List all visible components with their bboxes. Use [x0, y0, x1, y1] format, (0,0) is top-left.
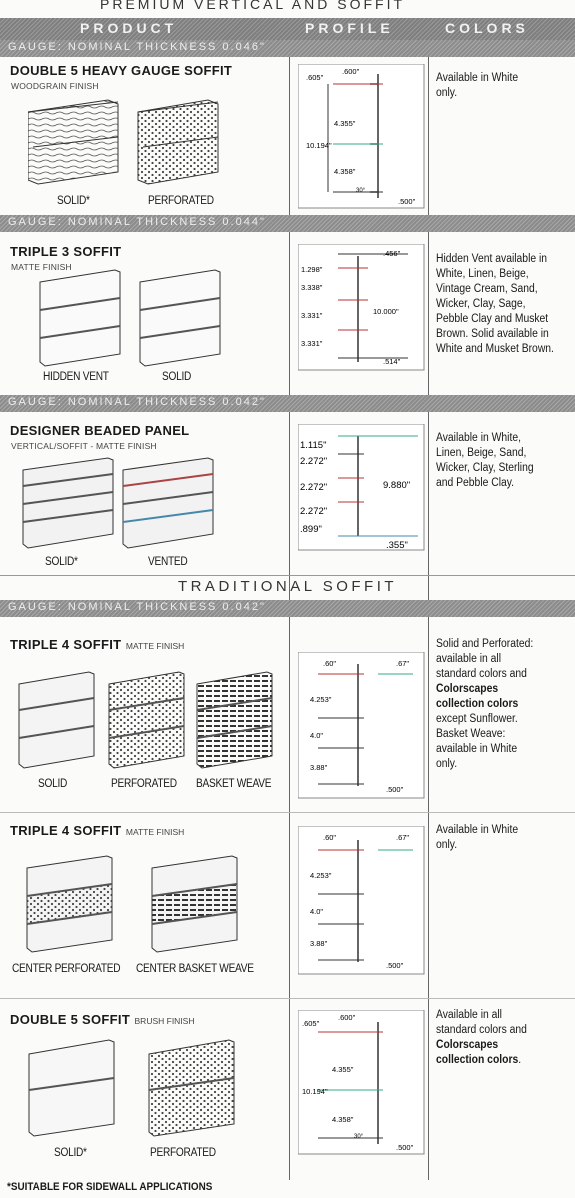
product-illustration [28, 92, 268, 190]
basket-weave-panel-illustration [197, 672, 272, 768]
svg-text:3.331": 3.331" [301, 339, 323, 348]
product-illustration [24, 1030, 256, 1140]
product-caption: HIDDEN VENT [43, 371, 109, 383]
svg-text:2.272": 2.272" [300, 482, 328, 493]
svg-text:.500": .500" [386, 785, 404, 794]
svg-text:4.253": 4.253" [310, 695, 332, 704]
product-name: TRIPLE 4 SOFFIT [10, 823, 122, 838]
svg-text:.67": .67" [396, 833, 410, 842]
product-illustration [14, 664, 282, 774]
svg-text:.355": .355" [386, 540, 408, 551]
product-caption: SOLID* [45, 556, 78, 568]
svg-text:.899": .899" [300, 524, 322, 535]
svg-text:1.115": 1.115" [300, 440, 327, 451]
svg-text:4.0": 4.0" [310, 731, 324, 740]
product-finish: MATTE FINISH [125, 827, 185, 837]
center-basket-weave-panel-illustration [152, 856, 237, 952]
perforated-panel-illustration [138, 100, 218, 184]
product-heading [10, 1011, 195, 1029]
svg-text:4.358": 4.358" [332, 1115, 354, 1124]
product-finish: VERTICAL/SOFFIT - MATTE FINISH [11, 441, 157, 451]
row-divider [0, 998, 575, 999]
product-caption: CENTER PERFORATED [12, 963, 121, 975]
perforated-panel-illustration [149, 1040, 234, 1136]
column-header-colors: COLORS [445, 20, 529, 36]
svg-text:.514": .514" [383, 357, 401, 366]
product-colors: Available in White, Linen, Beige, Sand, Wicker, Clay, Sterling and Pebble Clay. [436, 432, 534, 489]
gauge-bar: GAUGE: NOMINAL THICKNESS 0.042" [0, 600, 575, 617]
svg-text:4.0": 4.0" [310, 907, 324, 916]
svg-text:.500": .500" [396, 1143, 414, 1152]
solid-panel-illustration [29, 1040, 114, 1136]
profile-diagram [298, 424, 426, 552]
footnote: *SUITABLE FOR SIDEWALL APPLICATIONS [7, 1181, 213, 1193]
gauge-bar: GAUGE: NOMINAL THICKNESS 0.044" [0, 215, 575, 232]
svg-text:.500": .500" [386, 961, 404, 970]
product-colors: Solid and Perforated: available in all standard colors and Colorscapes collection colors except Sunflower. Basket Weave: available in White only. [436, 638, 534, 770]
top-title: PREMIUM VERTICAL AND SOFFIT [100, 0, 406, 12]
solid-panel-illustration [140, 270, 220, 366]
column-header-product: PRODUCT [80, 20, 178, 36]
svg-text:.60": .60" [323, 659, 337, 668]
product-caption: SOLID* [54, 1147, 87, 1159]
svg-text:.605": .605" [306, 73, 324, 82]
profile-diagram [298, 244, 426, 372]
product-illustration [22, 848, 262, 958]
product-heading [10, 636, 184, 654]
svg-text:3.88": 3.88" [310, 763, 328, 772]
svg-text:1.298": 1.298" [301, 265, 323, 274]
product-name: DESIGNER BEADED PANEL [10, 423, 190, 438]
product-heading [10, 822, 184, 840]
column-header-bar [0, 18, 575, 40]
svg-text:9.880": 9.880" [383, 480, 411, 491]
svg-text:.500": .500" [398, 197, 416, 206]
svg-text:2.272": 2.272" [300, 456, 328, 467]
vented-panel-illustration [123, 458, 213, 548]
product-caption: SOLID* [57, 195, 90, 207]
product-colors: Available in White only. [436, 824, 519, 851]
svg-text:10.194": 10.194" [306, 141, 332, 150]
product-colors: Available in all standard colors and Colorscapes collection colors. [436, 1009, 527, 1066]
svg-text:3.338": 3.338" [301, 283, 323, 292]
center-perforated-panel-illustration [27, 856, 112, 952]
row-divider [0, 575, 575, 576]
product-illustration [35, 262, 225, 370]
product-illustration [18, 452, 218, 552]
svg-text:10.000": 10.000" [373, 307, 399, 316]
product-finish: MATTE FINISH [125, 641, 185, 651]
perforated-panel-illustration [109, 672, 184, 768]
svg-text:30°: 30° [354, 1134, 364, 1140]
product-caption: SOLID [38, 778, 68, 790]
product-caption: PERFORATED [148, 195, 214, 207]
product-finish: MATTE FINISH [11, 262, 72, 272]
solid-panel-illustration [28, 100, 118, 184]
svg-text:.456": .456" [383, 249, 401, 258]
svg-text:4.355": 4.355" [332, 1065, 354, 1074]
svg-text:3.88": 3.88" [310, 939, 328, 948]
product-name: TRIPLE 3 SOFFIT [10, 244, 122, 259]
product-caption: SOLID [162, 371, 192, 383]
svg-text:4.253": 4.253" [310, 871, 332, 880]
product-caption: PERFORATED [150, 1147, 216, 1159]
svg-text:2.272": 2.272" [300, 506, 328, 517]
product-colors: Hidden Vent available in White, Linen, Beige, Vintage Cream, Sand, Wicker, Clay, Sage, Pebble Clay and Musket Brown. Solid available in White and Musket Brown. [436, 253, 554, 355]
product-name: DOUBLE 5 SOFFIT [10, 1012, 131, 1027]
product-caption: PERFORATED [111, 778, 177, 790]
product-name: TRIPLE 4 SOFFIT [10, 637, 122, 652]
hidden-vent-panel-illustration [40, 270, 120, 366]
column-header-profile: PROFILE [305, 20, 394, 36]
product-caption: BASKET WEAVE [196, 778, 272, 790]
product-finish: WOODGRAIN FINISH [11, 81, 99, 91]
profile-diagram [298, 652, 426, 800]
gauge-bar: GAUGE: NOMINAL THICKNESS 0.046" [0, 40, 575, 57]
svg-text:.60": .60" [323, 833, 337, 842]
product-caption: VENTED [148, 556, 188, 568]
section-title: TRADITIONAL SOFFIT [177, 578, 398, 595]
svg-text:30°: 30° [356, 188, 366, 194]
svg-text:10.194": 10.194" [302, 1087, 328, 1096]
profile-diagram [298, 1010, 426, 1156]
svg-text:.605": .605" [302, 1019, 320, 1028]
product-name: DOUBLE 5 HEAVY GAUGE SOFFIT [10, 63, 233, 78]
profile-diagram [298, 64, 426, 210]
product-finish: BRUSH FINISH [134, 1016, 195, 1026]
gauge-bar: GAUGE: NOMINAL THICKNESS 0.042" [0, 395, 575, 412]
svg-text:4.358": 4.358" [334, 167, 356, 176]
solid-panel-illustration [19, 672, 94, 768]
svg-text:.67": .67" [396, 659, 410, 668]
profile-diagram [298, 826, 426, 976]
svg-text:.600": .600" [338, 1013, 356, 1022]
product-colors: Available in White only. [436, 72, 519, 99]
solid-panel-illustration [23, 458, 113, 548]
row-divider [0, 812, 575, 813]
svg-text:4.355": 4.355" [334, 119, 356, 128]
product-caption: CENTER BASKET WEAVE [136, 963, 254, 975]
svg-text:3.331": 3.331" [301, 311, 323, 320]
svg-text:.600": .600" [342, 67, 360, 76]
